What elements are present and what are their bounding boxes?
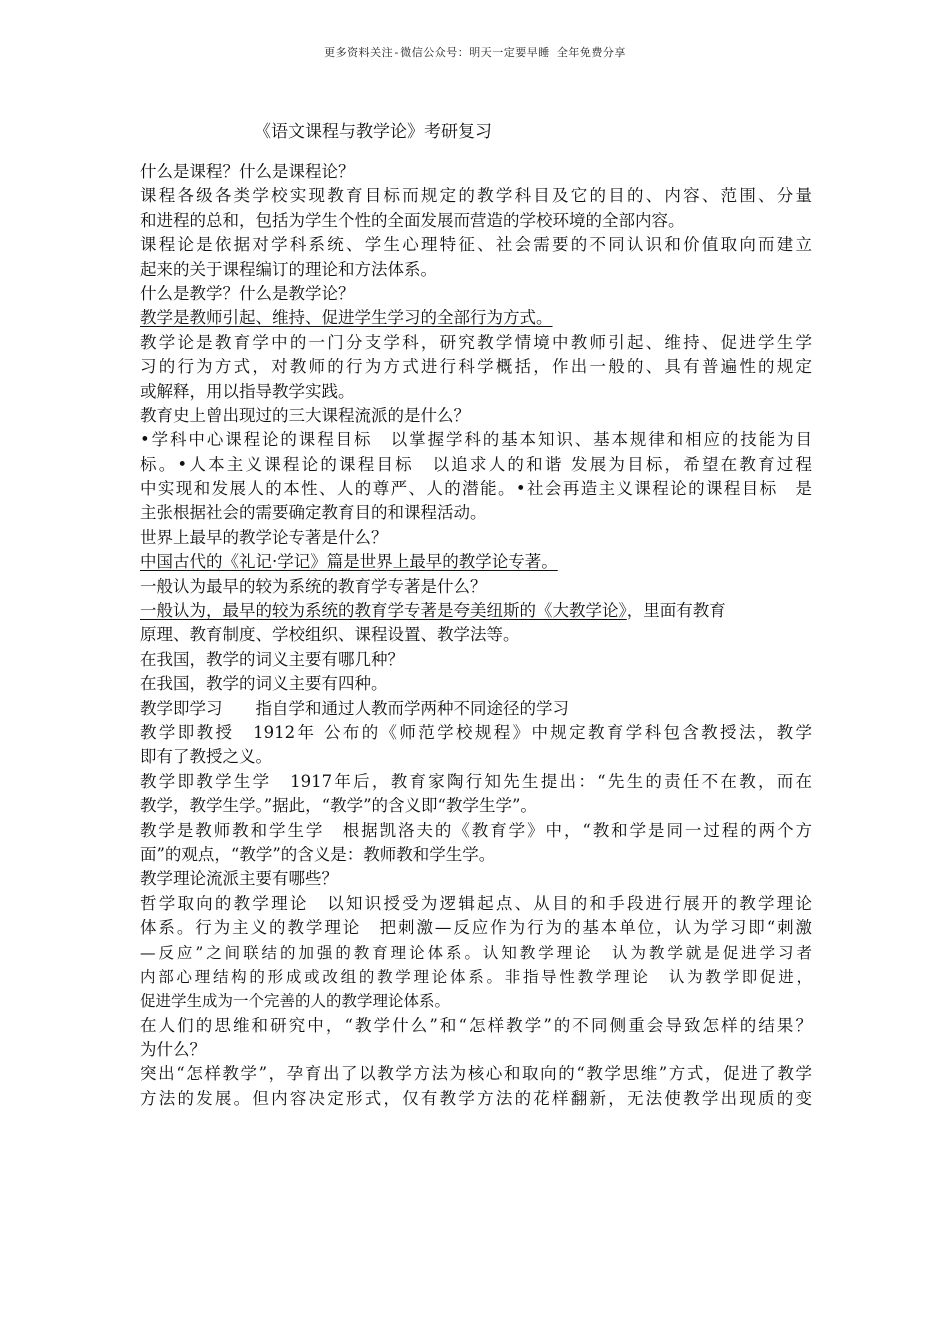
text-continuation: ，里面有教育 [626, 601, 726, 621]
text-line: 哲学取向的教学理论 以知识授受为逻辑起点、从目的和手段进行展开的教学理论 [140, 893, 812, 913]
underlined-answer-line [140, 550, 812, 574]
text-line: 和进程的总和，包括为学生个性的全面发展而营造的学校环境的全部内容。 [140, 210, 685, 230]
text-line: 习的行为方式，对教师的行为方式进行科学概括，作出一般的、具有普遍性的规定 [140, 357, 812, 377]
underlined-answer-line [140, 306, 812, 330]
question-line: 世界上最早的教学论专著是什么？ [140, 527, 388, 547]
text-line: 或解释，用以指导教学实践。 [140, 381, 355, 401]
question-line: 教育史上曾出现过的三大课程流派的是什么？ [140, 405, 470, 425]
text-line: 原理、教育制度、学校组织、课程设置、教学法等。 [140, 625, 520, 645]
text-line: 课程各级各类学校实现教育目标而规定的教学科目及它的目的、内容、范围、分量 [140, 186, 812, 206]
text-line: 教学即教授 1912年 公布的《师范学校规程》中规定教育学科包含教授法，教学 [140, 722, 812, 742]
question-line: 在人们的思维和研究中，“教学什么”和“怎样教学”的不同侧重会导致怎样的结果？ [140, 1015, 812, 1035]
underlined-text: 一般认为，最早的较为系统的教育学专著是夸美纽斯的《大教学论》 [140, 601, 627, 621]
text-line: 教学，教学生学。”据此，“教学”的含义即“教学生学”。 [140, 796, 537, 816]
text-line: 在我国，教学的词义主要有四种。 [140, 674, 388, 694]
text-line: 教学即学习 指自学和通过人教而学两种不同途径的学习 [140, 698, 569, 718]
question-line: 教学理论流派主要有哪些？ [140, 869, 338, 889]
text-line: 课程论是依据对学科系统、学生心理特征、社会需要的不同认识和价值取向而建立 [140, 235, 812, 255]
text-line: 教学论是教育学中的一门分支学科，研究教学情境中教师引起、维持、促进学生学 [140, 332, 812, 352]
question-line: 什么是教学？什么是教学论？ [140, 283, 355, 303]
question-line: 为什么？ [140, 1040, 206, 1060]
text-line: 促进学生成为一个完善的人的教学理论体系。 [140, 992, 451, 1011]
document-body [140, 160, 812, 1111]
text-line: 中实现和发展人的本性、人的尊严、人的潜能。•社会再造主义课程论的课程目标 是 [140, 479, 812, 499]
question-line: 什么是课程？什么是课程论？ [140, 162, 355, 181]
text-line: 标。•人本主义课程论的课程目标 以追求人的和谐 发展为目标，希望在教育过程 [140, 454, 812, 474]
text-line: 主张根据社会的需要确定教育目的和课程活动。 [140, 503, 487, 523]
text-line: 内部心理结构的形成或改组的教学理论体系。非指导性教学理论 认为教学即促进， [140, 967, 812, 986]
text-line: 体系。行为主义的教学理论 把刺激—反应作为行为的基本单位，认为学习即“刺激 [140, 918, 812, 938]
text-line: 面”的观点，“教学”的含义是：教师教和学生学。 [140, 844, 496, 864]
question-line: 在我国，教学的词义主要有哪几种？ [140, 649, 404, 669]
underlined-answer-line [140, 599, 812, 623]
text-line: 教学即教学生学 1917年后，教育家陶行知先生提出：“先生的责任不在教，而在 [140, 771, 812, 791]
text-line: 起来的关于课程编订的理论和方法体系。 [140, 259, 437, 279]
underlined-text: 中国古代的《礼记·学记》篇是世界上最早的教学论专著。 [140, 552, 558, 572]
text-line: 即有了教授之义。 [140, 747, 272, 767]
document-title: 《语文课程与教学论》考研复习 [254, 122, 492, 142]
text-line: •学科中心课程论的课程目标 以掌握学科的基本知识、基本规律和相应的技能为目 [140, 430, 812, 450]
text-line: 教学是教师教和学生学 根据凯洛夫的《教育学》中，“教和学是同一过程的两个方 [140, 820, 812, 840]
text-line: 突出“怎样教学”，孕育出了以教学方法为核心和取向的“教学思维”方式，促进了教学 [140, 1064, 812, 1084]
question-line: 一般认为最早的较为系统的教育学专著是什么？ [140, 576, 487, 596]
underlined-text: 教学是教师引起、维持、促进学生学习的全部行为方式。 [140, 308, 553, 328]
header-note: 更多资料关注-微信公众号：明天一定要早睡 全年免费分享 [324, 46, 626, 59]
text-line: —反应”之间联结的加强的教育理论体系。认知教学理论 认为教学就是促进学习者 [140, 943, 812, 962]
text-line: 方法的发展。但内容决定形式，仅有教学方法的花样翻新，无法使教学出现质的变 [140, 1088, 812, 1108]
